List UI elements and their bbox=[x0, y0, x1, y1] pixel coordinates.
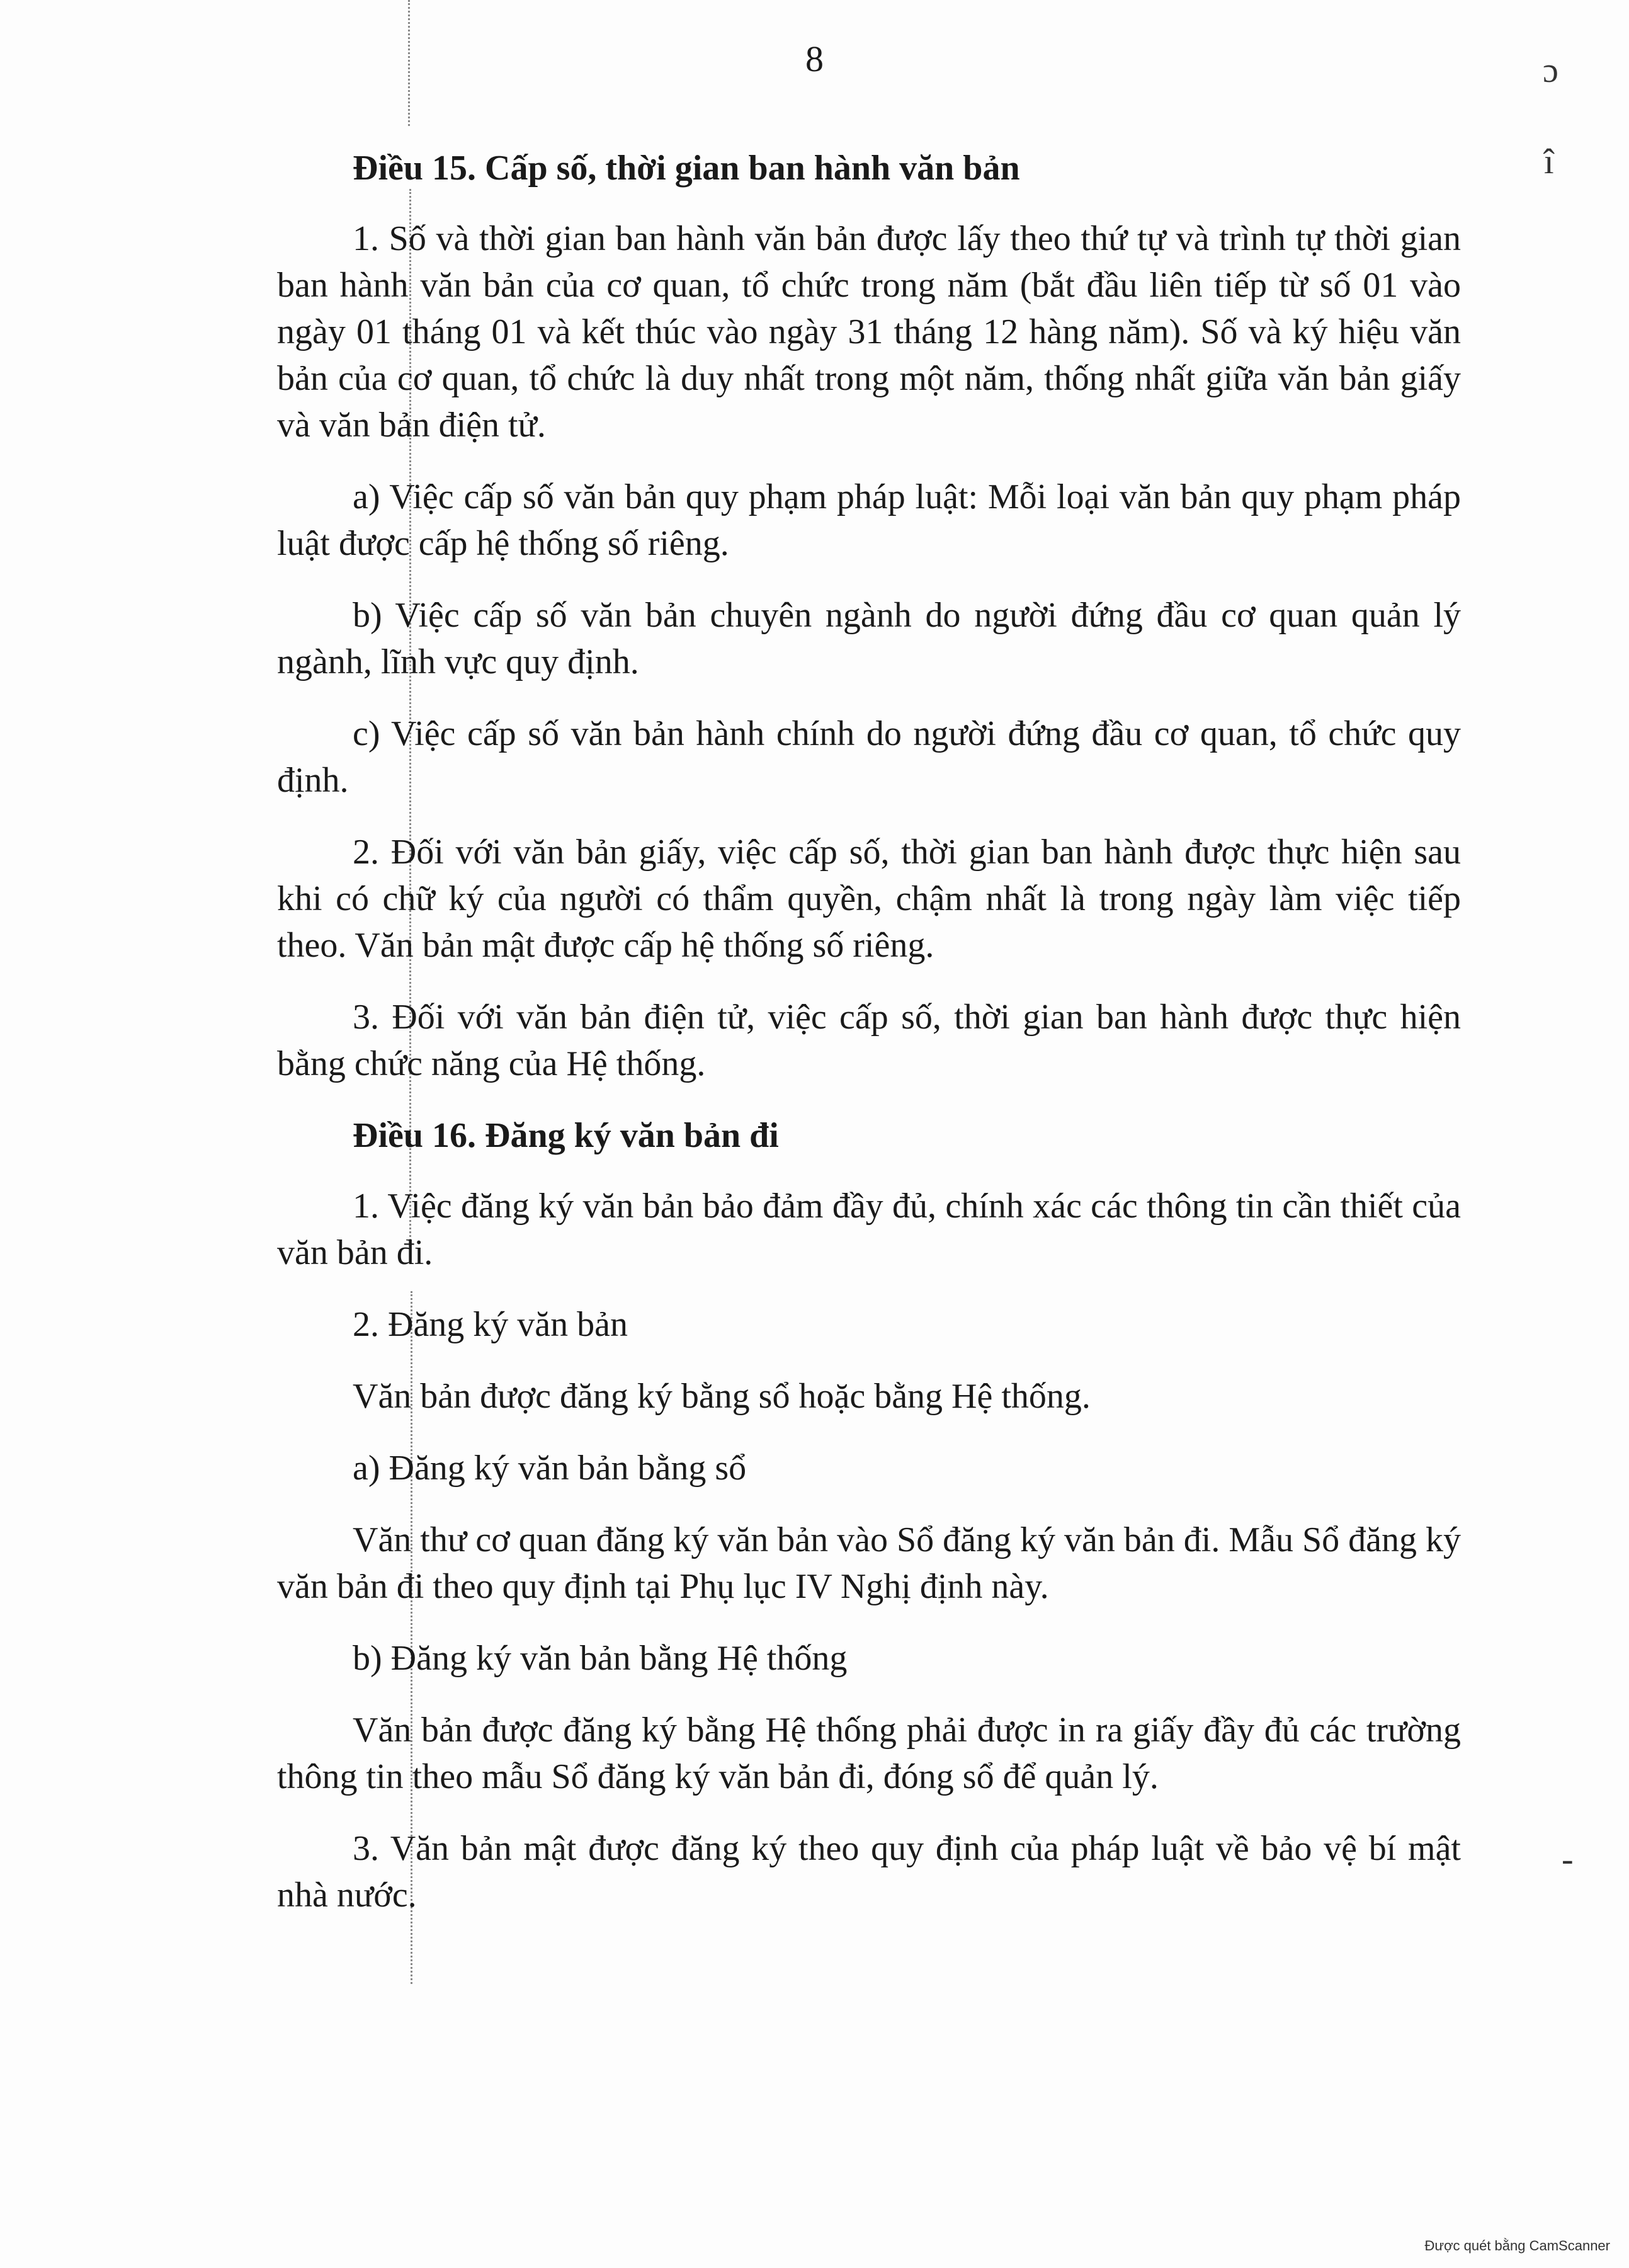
paragraph: b) Việc cấp số văn bản chuyên ngành do người đứng đầu cơ quan quản lý ngành, lĩnh vực quy định. bbox=[277, 596, 1461, 681]
page-number: 8 bbox=[805, 38, 824, 79]
margin-mark: - bbox=[1562, 1840, 1574, 1879]
margin-mark: ɔ bbox=[1543, 51, 1558, 90]
paragraph: 3. Đối với văn bản điện tử, việc cấp số, thời gian ban hành được thực hiện bằng chức năng của Hệ thống. bbox=[277, 998, 1461, 1083]
paragraph: Văn bản được đăng ký bằng Hệ thống phải được in ra giấy đầy đủ các trường thông tin theo mẫu Sổ đăng ký văn bản đi, đóng sổ để quản lý. bbox=[277, 1711, 1461, 1796]
paragraph: Văn bản được đăng ký bằng sổ hoặc bằng Hệ thống. bbox=[353, 1377, 1091, 1416]
camscanner-watermark: Được quét bằng CamScanner bbox=[1424, 2238, 1610, 2254]
article-heading: Điều 15. Cấp số, thời gian ban hành văn bản bbox=[353, 149, 1020, 188]
document-body bbox=[277, 145, 1461, 1944]
margin-mark: î bbox=[1544, 142, 1554, 181]
article-15 bbox=[277, 145, 1461, 1087]
paragraph: 2. Đăng ký văn bản bbox=[353, 1305, 628, 1344]
paragraph: c) Việc cấp số văn bản hành chính do người đứng đầu cơ quan, tổ chức quy định. bbox=[277, 714, 1461, 800]
article-heading: Điều 16. Đăng ký văn bản đi bbox=[353, 1116, 779, 1155]
paragraph: a) Đăng ký văn bản bằng sổ bbox=[353, 1449, 747, 1488]
paragraph: 3. Văn bản mật được đăng ký theo quy định của pháp luật về bảo vệ bí mật nhà nước. bbox=[277, 1829, 1461, 1915]
paragraph: b) Đăng ký văn bản bằng Hệ thống bbox=[353, 1639, 848, 1678]
article-16 bbox=[277, 1112, 1461, 1918]
paragraph: a) Việc cấp số văn bản quy phạm pháp luật: Mỗi loại văn bản quy phạm pháp luật được cấp hệ thống số riêng. bbox=[277, 477, 1461, 563]
paragraph: 1. Số và thời gian ban hành văn bản được lấy theo thứ tự và trình tự thời gian ban hành văn bản của cơ quan, tổ chức trong năm (bắt đầu liên tiếp từ số 01 vào ngày 01 tháng 01 và kết thúc vào ngày 31 tháng 12 hàng năm). Số và ký hiệu văn bản của cơ quan, tổ chức là duy nhất trong một năm, thống nhất giữa văn bản giấy và văn bản điện tử. bbox=[277, 219, 1461, 445]
paragraph: Văn thư cơ quan đăng ký văn bản vào Sổ đăng ký văn bản đi. Mẫu Sổ đăng ký văn bản đi theo quy định tại Phụ lục IV Nghị định này. bbox=[277, 1520, 1461, 1606]
paragraph: 2. Đối với văn bản giấy, việc cấp số, thời gian ban hành được thực hiện sau khi có chữ ký của người có thẩm quyền, chậm nhất là trong ngày làm việc tiếp theo. Văn bản mật được cấp hệ thống số riêng. bbox=[277, 833, 1461, 965]
paragraph: 1. Việc đăng ký văn bản bảo đảm đầy đủ, chính xác các thông tin cần thiết của văn bản đi. bbox=[277, 1187, 1461, 1272]
